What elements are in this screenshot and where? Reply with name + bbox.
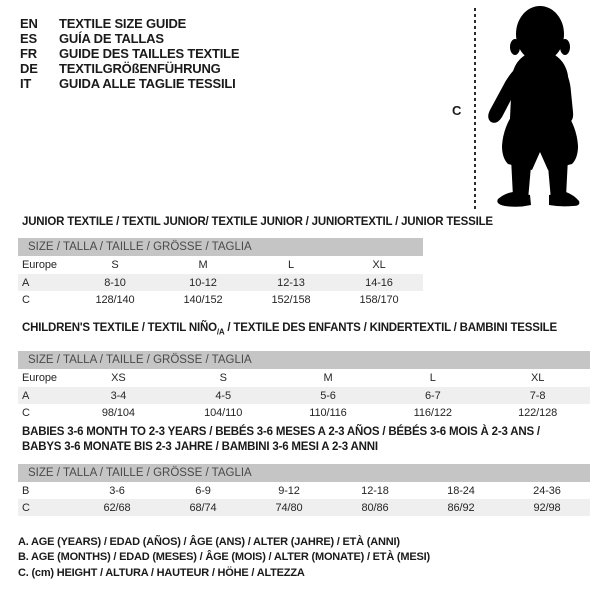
table-row — [18, 238, 423, 256]
language-code: ES — [20, 31, 37, 46]
size-value: 7-8 — [485, 387, 590, 404]
language-code: FR — [20, 46, 37, 61]
junior-size-table — [18, 238, 423, 308]
legend-note-a: A. AGE (YEARS) / EDAD (AÑOS) / ÂGE (ANS) / ALTER (JAHRE) / ETÀ (ANNI) — [18, 536, 400, 548]
baby-silhouette — [478, 0, 600, 215]
table-row — [18, 291, 423, 308]
size-value: 116/122 — [413, 406, 452, 419]
language-title: GUÍA DE TALLAS — [59, 31, 164, 46]
children-title-text: CHILDREN'S TEXTILE / TEXTIL NIÑO — [22, 322, 217, 334]
language-row — [20, 31, 239, 46]
language-code: EN — [20, 16, 38, 31]
size-column-header: M — [198, 259, 208, 271]
language-title: TEXTILE SIZE GUIDE — [59, 16, 187, 31]
size-value: 9-12 — [278, 484, 300, 497]
size-value: 14-16 — [335, 274, 423, 291]
size-value: 74/80 — [246, 499, 332, 516]
size-column-header: XS — [111, 372, 126, 384]
table-row — [18, 464, 590, 482]
size-value: 6-7 — [380, 387, 485, 404]
size-header-band: SIZE / TALLA / TAILLE / GRÖSSE / TAGLIA — [18, 464, 590, 482]
size-value: 122/128 — [518, 406, 558, 419]
children-size-table — [18, 351, 590, 421]
row-label: C — [18, 499, 74, 516]
height-measure-label: C — [452, 103, 462, 118]
table-row — [18, 369, 590, 387]
size-value: 110/116 — [309, 406, 347, 419]
babies-size-table — [18, 464, 590, 516]
size-value: 104/110 — [204, 406, 243, 419]
size-value: 152/158 — [271, 293, 311, 306]
junior-section-title: JUNIOR TEXTILE / TEXTIL JUNIOR/ TEXTILE JUNIOR / JUNIORTEXTIL / JUNIOR TESSILE — [22, 216, 493, 228]
size-value: 4-5 — [171, 387, 276, 404]
table-row — [18, 499, 590, 516]
size-value: 3-4 — [66, 387, 171, 404]
babies-title-line2: BABYS 3-6 MONATE BIS 2-3 JAHRE / BAMBINI 3-6 MESI A 2-3 ANNI — [22, 441, 378, 453]
size-value: 68/74 — [160, 499, 246, 516]
size-header-band: SIZE / TALLA / TAILLE / GRÖSSE / TAGLIA — [18, 238, 423, 256]
children-title-text: / TEXTILE DES ENFANTS / KINDERTEXTIL / BAMBINI TESSILE — [224, 322, 557, 334]
table-row — [18, 351, 590, 369]
size-value: 158/170 — [359, 293, 399, 306]
table-row — [18, 404, 590, 421]
table-row — [18, 387, 590, 404]
size-value: 6-9 — [195, 484, 211, 497]
size-value: 12-13 — [247, 274, 335, 291]
babies-title-line1: BABIES 3-6 MONTH TO 2-3 YEARS / BEBÉS 3-6 MESES A 2-3 AÑOS / BÉBÉS 3-6 MOIS À 2-3 ANS / — [22, 426, 540, 438]
row-label: A — [18, 387, 66, 404]
size-value: 8-10 — [71, 274, 159, 291]
size-value: 80/86 — [332, 499, 418, 516]
size-column-header: Europe — [22, 372, 57, 384]
legend-note-b: B. AGE (MONTHS) / EDAD (MESES) / ÂGE (MOIS) / ALTER (MONATE) / ETÀ (MESI) — [18, 551, 430, 564]
language-row — [20, 76, 239, 91]
row-label: B — [22, 484, 30, 497]
children-section-title — [22, 321, 557, 339]
size-column-header: XL — [530, 372, 545, 384]
size-value: 24-36 — [533, 484, 561, 497]
size-column-header: L — [287, 259, 295, 271]
size-value: 3-6 — [109, 484, 125, 497]
size-column-header: Europe — [22, 259, 57, 271]
size-column-header: M — [323, 372, 333, 384]
legend-notes — [18, 535, 430, 581]
table-row — [18, 274, 423, 291]
language-title: GUIDE DES TAILLES TEXTILE — [59, 46, 240, 61]
size-column-header: S — [219, 372, 227, 384]
table-row — [18, 256, 423, 274]
babies-section-title — [22, 425, 540, 455]
language-row — [20, 61, 239, 76]
children-title-subscript: /A — [216, 327, 225, 337]
size-column-header: L — [429, 372, 436, 384]
size-value: 92/98 — [504, 499, 590, 516]
language-row — [20, 16, 239, 31]
size-value: 18-24 — [447, 484, 475, 497]
language-code: IT — [20, 76, 32, 91]
size-header-band: SIZE / TALLA / TAILLE / GRÖSSE / TAGLIA — [18, 351, 590, 369]
language-title: TEXTILGRÖßENFÜHRUNG — [59, 61, 221, 76]
row-label: A — [18, 274, 71, 291]
legend-note-c: C. (cm) HEIGHT / ALTURA / HAUTEUR / HÖHE / ALTEZZA — [18, 566, 305, 579]
size-value: 5-6 — [276, 387, 381, 404]
size-value: 86/92 — [418, 499, 504, 516]
height-dashed-line — [474, 8, 476, 210]
language-list — [20, 16, 239, 91]
row-label: C — [22, 406, 30, 419]
language-row — [20, 46, 239, 61]
size-value: 10-12 — [159, 274, 247, 291]
language-code: DE — [20, 61, 38, 76]
size-column-header: S — [111, 259, 119, 271]
table-row — [18, 482, 590, 499]
size-column-header: XL — [372, 259, 386, 271]
size-value: 140/152 — [183, 293, 223, 306]
size-value: 62/68 — [74, 499, 160, 516]
row-label: C — [22, 293, 30, 306]
size-value: 98/104 — [101, 406, 135, 419]
size-value: 128/140 — [95, 293, 135, 306]
size-value: 12-18 — [361, 484, 389, 497]
language-title: GUIDA ALLE TAGLIE TESSILI — [59, 76, 236, 91]
